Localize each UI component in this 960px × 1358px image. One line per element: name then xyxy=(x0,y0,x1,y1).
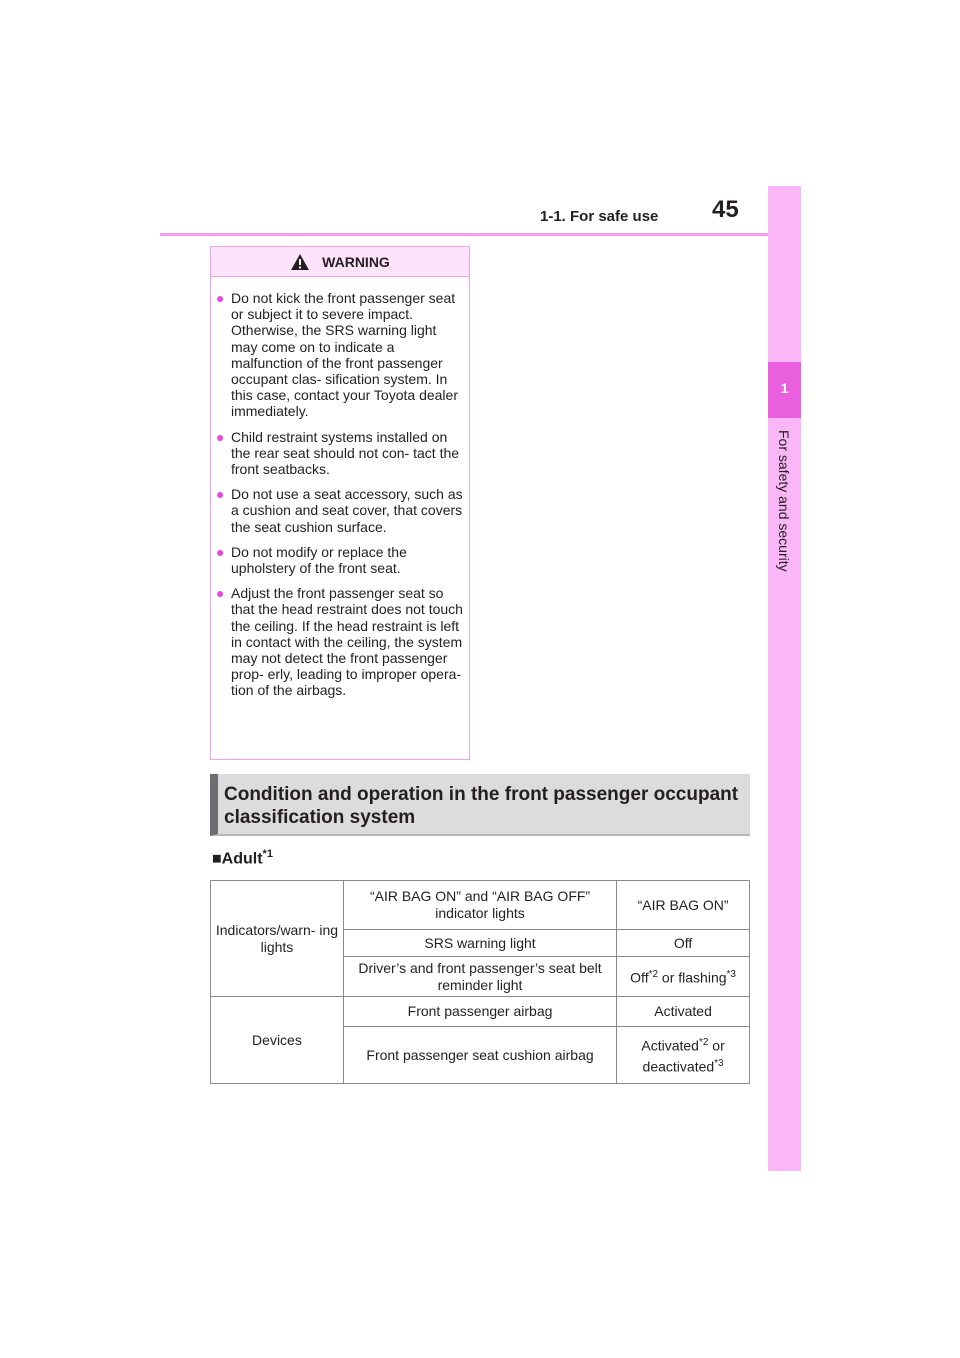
bullet-icon: ● xyxy=(216,290,225,306)
value-cell xyxy=(617,1027,750,1084)
item-cell: Driver’s and front passenger’s seat belt reminder light xyxy=(343,957,616,997)
value-cell: Activated xyxy=(617,997,750,1027)
section-heading: Condition and operation in the front passenger occupant classification system xyxy=(210,774,750,836)
warning-item xyxy=(216,544,463,576)
warning-item-text: Adjust the front passenger seat so that the head restraint does not touch the ceiling. If the head restraint is left in contact with the ceiling, the system may not detect the front passenger prop- erly, leading to improper opera- tion of the airbags. xyxy=(231,585,463,699)
value-cell: “AIR BAG ON” xyxy=(617,881,750,930)
warning-title: WARNING xyxy=(322,253,390,270)
footnote-ref: *2 xyxy=(698,1037,709,1049)
item-cell: Front passenger seat cushion airbag xyxy=(343,1027,616,1084)
section-title: 1-1. For safe use xyxy=(540,208,659,225)
warning-item-text: Do not modify or replace the upholstery of the front seat. xyxy=(231,543,407,577)
page-number: 45 xyxy=(712,196,739,223)
bullet-icon: ● xyxy=(216,585,225,602)
value-text: or flashing xyxy=(658,969,727,986)
bullet-icon: ● xyxy=(216,428,225,445)
subsection-title: Adult xyxy=(221,850,263,868)
item-cell: SRS warning light xyxy=(343,930,616,957)
table-row xyxy=(211,881,750,930)
chapter-label: For safety and security xyxy=(776,430,792,572)
warning-box xyxy=(210,246,470,760)
header-rule xyxy=(160,233,768,236)
group-cell-indicators: Indicators/warn- ing lights xyxy=(211,881,344,997)
group-cell-devices: Devices xyxy=(211,997,344,1084)
warning-item-text: Do not use a seat accessory, such as a cushion and seat cover, that covers the seat cushion surface. xyxy=(231,486,463,535)
subsection-heading xyxy=(212,848,273,868)
bullet-icon: ● xyxy=(216,543,225,560)
table-row xyxy=(211,997,750,1027)
bullet-icon: ● xyxy=(216,486,225,503)
condition-table xyxy=(210,880,750,1084)
value-cell: Off xyxy=(617,930,750,957)
warning-item xyxy=(216,290,463,420)
item-cell: Front passenger airbag xyxy=(343,997,616,1027)
warning-item xyxy=(216,585,463,698)
footnote-ref: *2 xyxy=(648,969,659,981)
warning-header xyxy=(211,247,469,277)
warning-item xyxy=(216,486,463,535)
warning-item-text: Do not kick the front passenger seat or subject it to severe impact. Otherwise, the SRS warning light may come on to indicate a malfunction of the front passenger occupant clas- sification system. In this case, contact your Toyota dealer immediately. xyxy=(231,290,458,420)
square-bullet-icon: ■ xyxy=(212,850,222,868)
item-cell: “AIR BAG ON” and “AIR BAG OFF” indicator lights xyxy=(343,881,616,930)
warning-item xyxy=(216,429,463,478)
footnote-ref: *3 xyxy=(726,969,736,981)
warning-item-text: Child restraint systems installed on the rear seat should not con- tact the front seatbacks. xyxy=(231,428,460,478)
value-text: or xyxy=(708,1038,725,1054)
value-text: Off xyxy=(630,969,649,986)
warning-triangle-icon xyxy=(290,253,310,271)
value-text: deactivated xyxy=(642,1058,715,1075)
footnote-ref: *3 xyxy=(714,1058,724,1069)
value-cell xyxy=(617,957,750,997)
chapter-strip xyxy=(768,186,801,1171)
footnote-ref: *1 xyxy=(262,848,273,860)
chapter-number: 1 xyxy=(780,380,789,396)
value-text: Activated xyxy=(641,1038,699,1054)
warning-list xyxy=(211,277,469,699)
